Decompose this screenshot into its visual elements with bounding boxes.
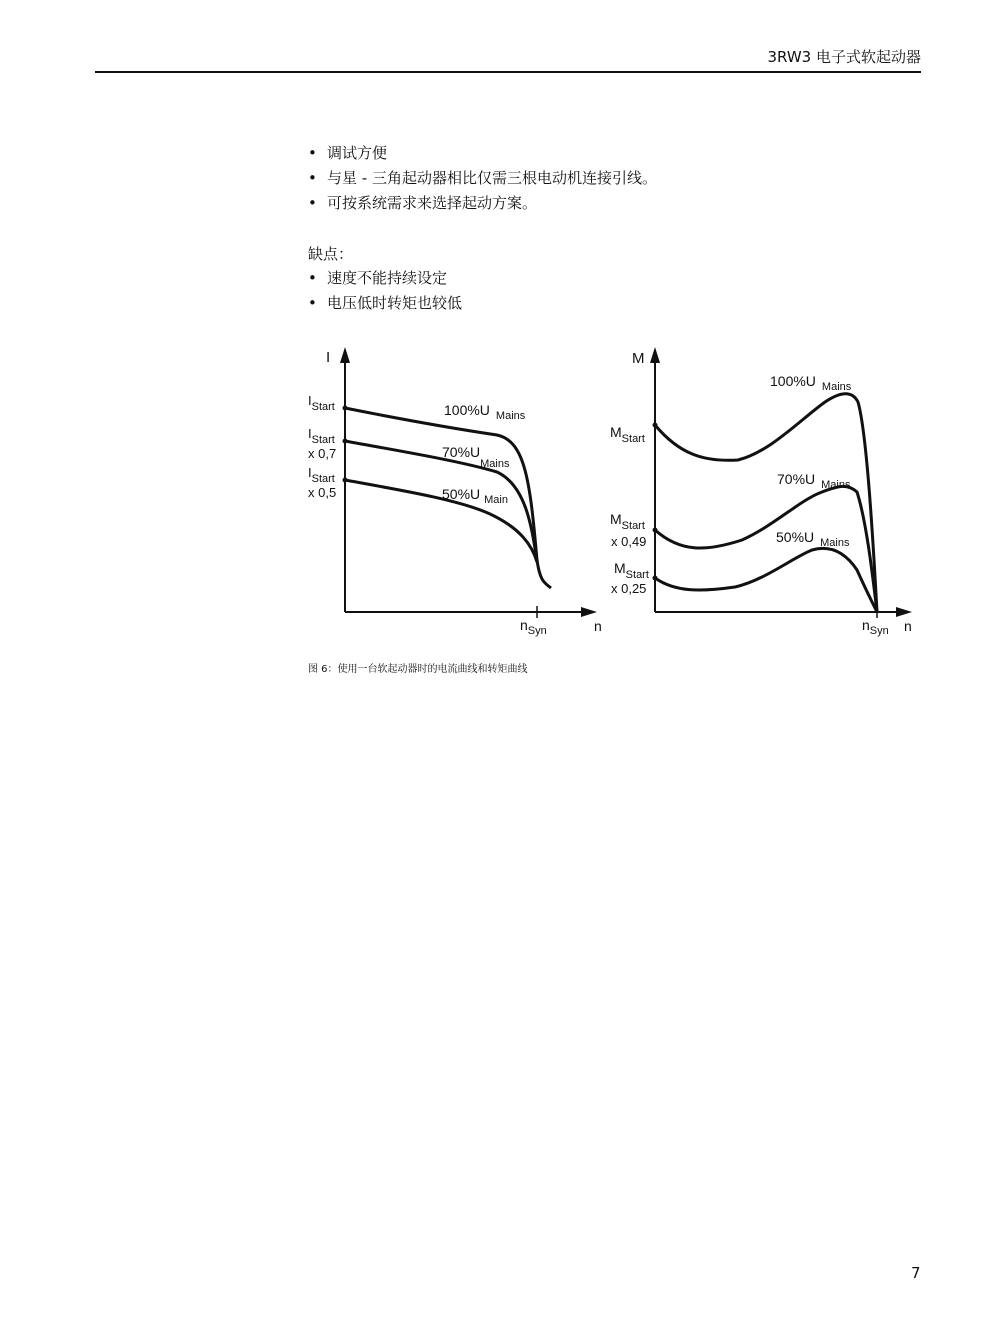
current-curve-label: 100%U $_{Mains}$: [444, 402, 526, 422]
current-point: [343, 439, 348, 444]
torque-point: [653, 528, 658, 533]
running-header-title: 3RW3 电子式软起动器: [767, 48, 921, 66]
current-y-label-start: $I_{Start}$: [308, 393, 335, 413]
torque-point: [653, 423, 658, 428]
current-point: [343, 406, 348, 411]
torque-y-label-factor: x 0,49: [611, 534, 647, 549]
torque-curve-100: [655, 394, 877, 612]
torque-point: [653, 576, 658, 581]
current-x-axis-label: n: [594, 618, 602, 634]
current-y-arrow: [340, 347, 350, 363]
disadvantages-heading: 缺点：: [308, 245, 354, 263]
list-item: • 电压低时转矩也较低: [308, 293, 462, 318]
current-y-label-start: $I_{Start}$: [308, 465, 335, 485]
torque-curve-label: 100%U $_{Mains}$: [770, 373, 852, 393]
torque-chart: [610, 347, 912, 637]
current-y-axis-label: I: [326, 349, 331, 366]
torque-curve-label: 70%U $_{Mains}$: [777, 471, 851, 491]
torque-curve-50: [655, 548, 877, 612]
current-point: [343, 478, 348, 483]
torque-curve-label: 50%U $_{Mains}$: [776, 529, 850, 549]
list-item: • 可按系统需求来选择起动方案。: [308, 193, 657, 218]
current-y-label-factor: x 0,7: [308, 446, 337, 461]
current-curve-label: $70\%U_{Mains}$: [442, 444, 510, 470]
current-nsyn-label: $n_{Syn}$: [520, 617, 547, 637]
torque-x-axis-label: n: [904, 618, 912, 634]
torque-nsyn-label: $n_{Syn}$: [862, 617, 889, 637]
torque-y-label-start: $M_{Start}$: [610, 511, 645, 532]
torque-y-label-start: $M_{Start}$: [610, 424, 645, 445]
current-chart: [308, 347, 602, 637]
current-curve-50: [345, 480, 537, 562]
torque-y-arrow: [650, 347, 660, 363]
list-item: • 与星 - 三角起动器相比仅需三根电动机连接引线。: [308, 168, 657, 193]
torque-x-arrow: [896, 607, 912, 617]
current-y-label-start: $I_{Start}$: [308, 426, 335, 446]
torque-y-axis-label: M: [632, 350, 645, 367]
torque-y-label-factor: x 0,25: [611, 581, 647, 596]
current-curve-label: 50%U $_{Main}$: [442, 486, 508, 506]
torque-curve-70: [655, 486, 877, 612]
list-item: • 速度不能持续设定: [308, 268, 462, 293]
current-x-arrow: [581, 607, 597, 617]
page-number: 7: [911, 1264, 921, 1282]
figure-caption: 图 6：使用一台软起动器时的电流曲线和转矩曲线: [308, 664, 528, 675]
current-y-label-factor: x 0,5: [308, 485, 337, 500]
list-item: • 调试方便: [308, 143, 657, 168]
torque-y-label-start: $M_{Start}$: [614, 560, 649, 581]
